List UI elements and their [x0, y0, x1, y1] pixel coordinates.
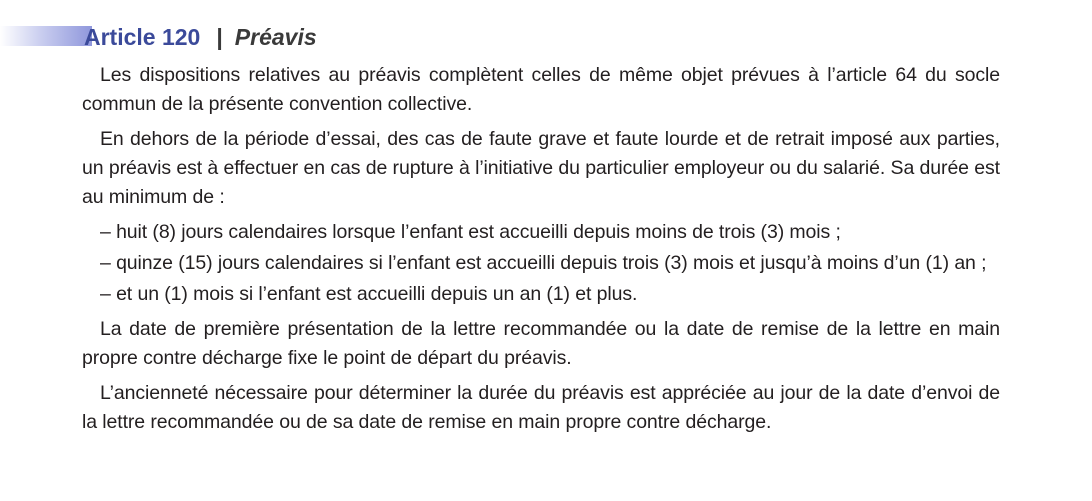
article-number: Article 120 — [84, 23, 201, 50]
header-accent-band — [0, 26, 92, 46]
paragraph-4: L’ancienneté nécessaire pour déterminer la durée du préavis est appréciée au jour de la date d’envoi de la lettre recommandée ou de sa date de remise en main propre contre décharge. — [82, 382, 1000, 433]
list-item: – huit (8) jours calendaires lorsque l’enfant est accueilli depuis moins de trois (3) mois ; — [100, 221, 841, 243]
paragraph-3: La date de première présentation de la lettre recommandée ou la date de remise de la lettre en main propre contre décharge fixe le point de départ du préavis. — [82, 318, 1000, 369]
list-item: – et un (1) mois si l’enfant est accueilli depuis un an (1) et plus. — [100, 283, 638, 305]
paragraph-1: Les dispositions relatives au préavis complètent celles de même objet prévues à l’article 64 du socle commun de la présente convention collective. — [82, 64, 1000, 115]
list-item: – quinze (15) jours calendaires si l’enfant est accueilli depuis trois (3) mois et jusqu’à moins d’un (1) an ; — [100, 252, 987, 274]
paragraph-2: En dehors de la période d’essai, des cas de faute grave et faute lourde et de retrait imposé aux parties, un préavis est à effectuer en cas de rupture à l’initiative du particulier employeur ou du salarié. Sa durée est au minimum de : — [82, 128, 1000, 208]
article-title: Préavis — [234, 23, 317, 50]
notice-duration-list — [82, 218, 1000, 309]
article-body — [82, 61, 1000, 443]
heading-separator: | — [216, 23, 223, 50]
article-heading — [84, 22, 317, 52]
